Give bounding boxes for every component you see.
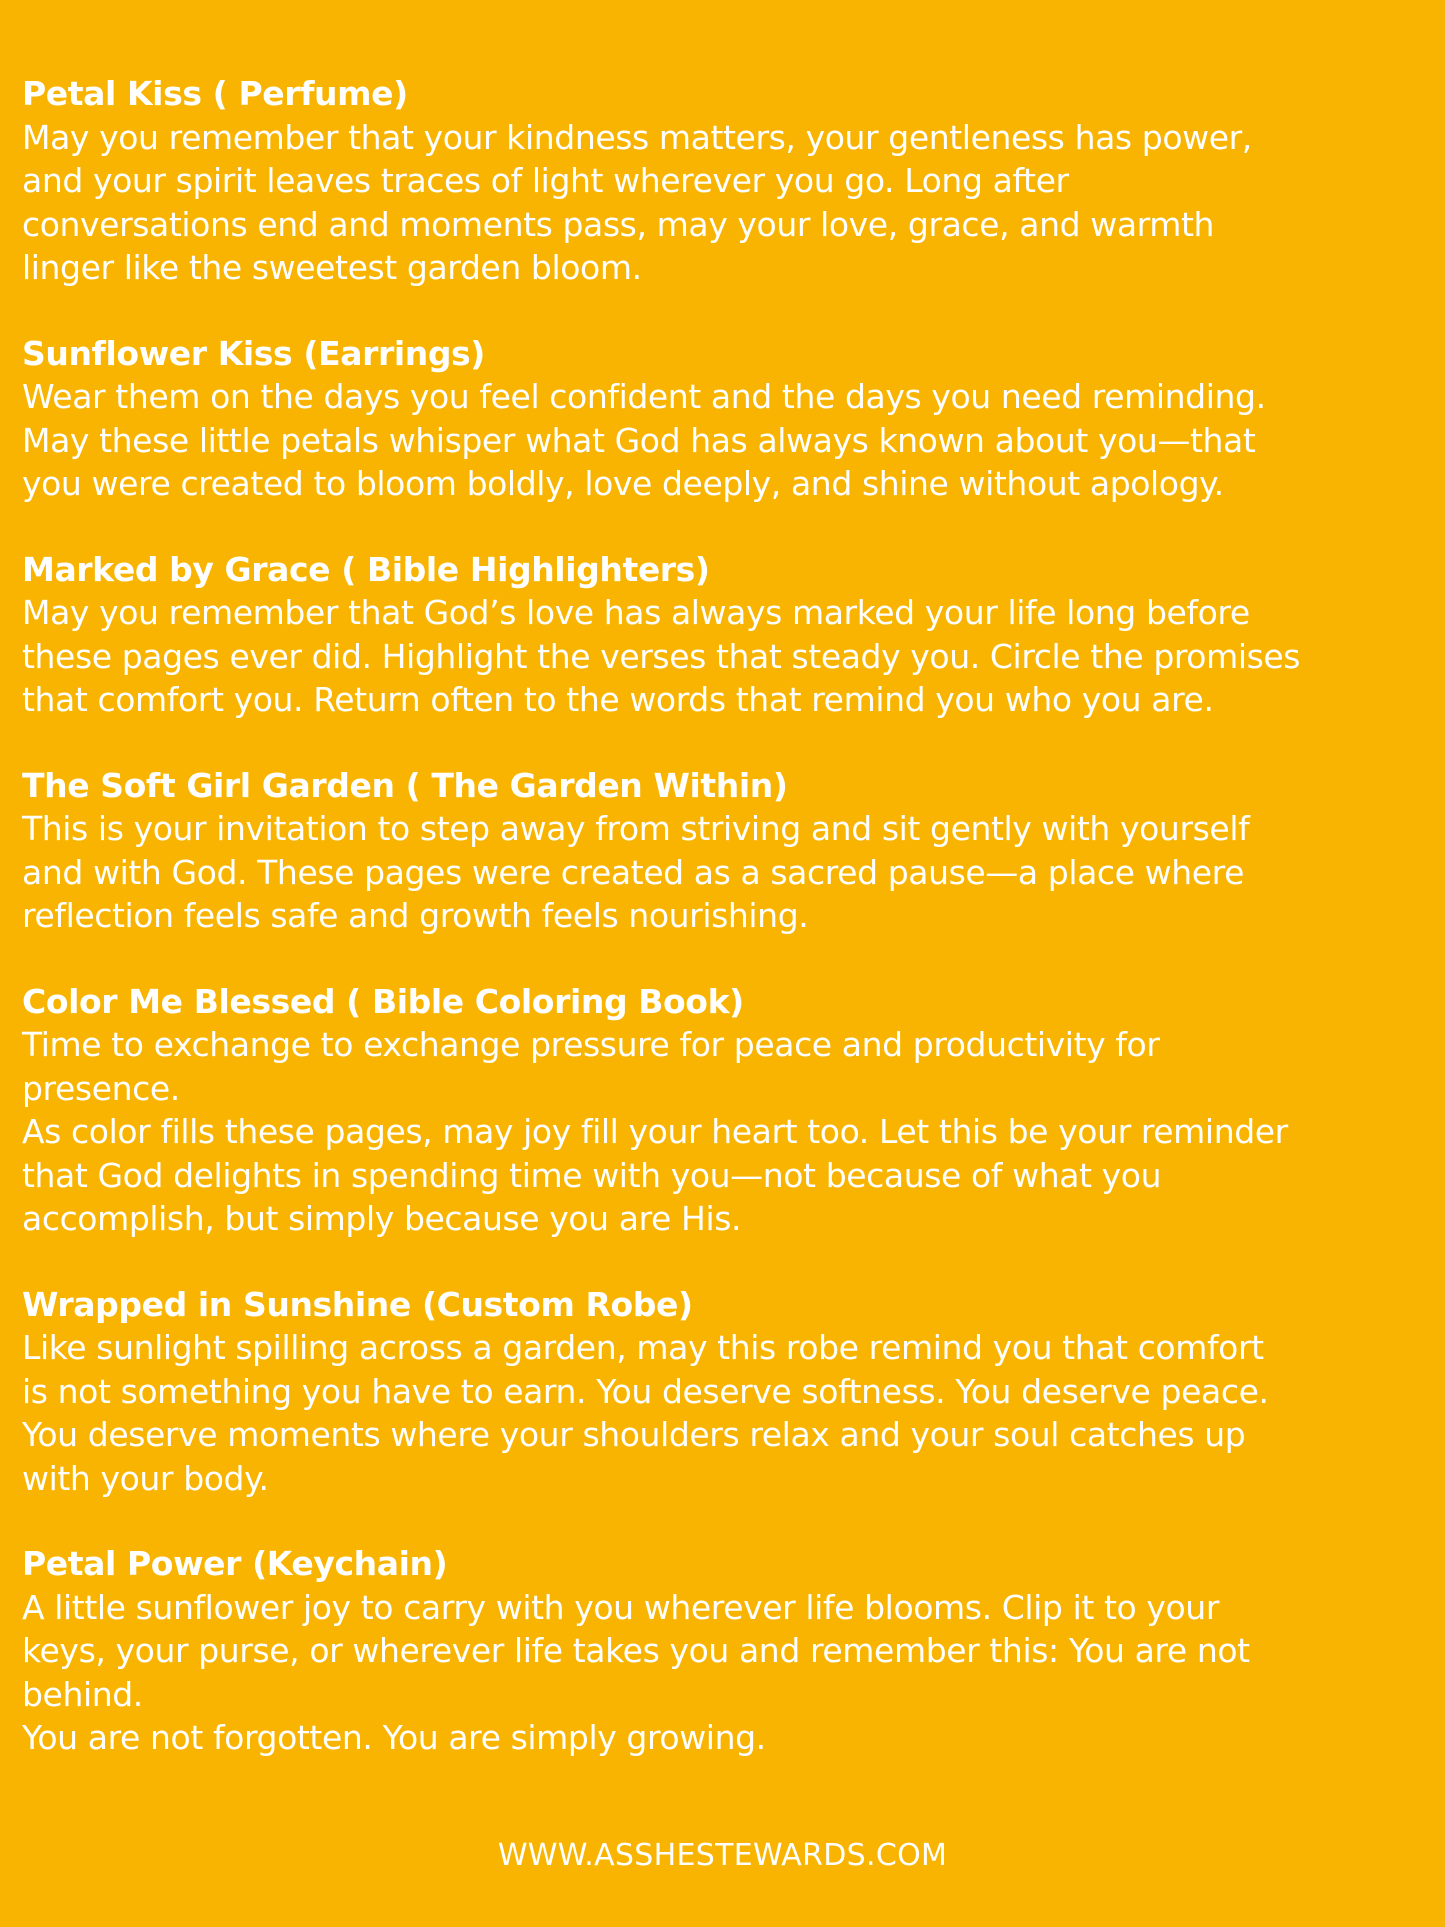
section-heading: Marked by Grace ( Bible Highlighters) bbox=[22, 549, 710, 589]
section-body bbox=[22, 1326, 1445, 1500]
body-line: with your body. bbox=[22, 1458, 269, 1498]
section-body bbox=[22, 591, 1445, 722]
body-line: is not something you have to earn. You deserve softness. You deserve peace. bbox=[22, 1371, 1269, 1411]
section-soft-girl-garden bbox=[22, 764, 1445, 938]
section-sunflower-kiss bbox=[22, 332, 1445, 506]
section-body bbox=[22, 1586, 1445, 1760]
body-line: that God delights in spending time with you—not because of what you bbox=[22, 1155, 1162, 1195]
body-line: and with God. These pages were created as a sacred pause—a place where bbox=[22, 852, 1245, 892]
body-line: conversations end and moments pass, may your love, grace, and warmth bbox=[22, 204, 1215, 244]
section-heading: The Soft Girl Garden ( The Garden Within) bbox=[22, 765, 788, 805]
body-line: Wear them on the days you feel confident and the days you need reminding. bbox=[22, 377, 1266, 416]
body-line: Like sunlight spilling across a garden, may this robe remind you that comfort bbox=[22, 1328, 1264, 1367]
body-line: keys, your purse, or wherever life takes you and remember this: You are not bbox=[22, 1631, 1250, 1670]
body-line: accomplish, but simply because you are His. bbox=[22, 1199, 742, 1238]
section-heading: Sunflower Kiss (Earrings) bbox=[22, 333, 485, 373]
body-line: these pages ever did. Highlight the verses that steady you. Circle the promises bbox=[22, 636, 1301, 676]
section-wrapped-in-sunshine bbox=[22, 1283, 1445, 1501]
section-marked-by-grace bbox=[22, 548, 1445, 722]
body-line: linger like the sweetest garden bloom. bbox=[22, 248, 642, 287]
section-petal-kiss bbox=[22, 72, 1445, 290]
body-line: You deserve moments where your shoulders relax and your soul catches up bbox=[22, 1415, 1246, 1454]
body-line: presence. bbox=[22, 1068, 180, 1108]
website-footer: WWW.ASSHESTEWARDS.COM bbox=[497, 1838, 948, 1873]
body-line: May these little petals whisper what God has always known about you—that bbox=[22, 420, 1256, 460]
body-line: You are not forgotten. You are simply growing. bbox=[22, 1718, 766, 1757]
body-line: that comfort you. Return often to the words that remind you who you are. bbox=[22, 680, 1214, 719]
body-line: As color fills these pages, may joy fill your heart too. Let this be your reminder bbox=[22, 1112, 1288, 1151]
section-heading: Wrapped in Sunshine (Custom Robe) bbox=[22, 1284, 693, 1324]
body-line: A little sunflower joy to carry with you wherever life blooms. Clip it to your bbox=[22, 1587, 1219, 1627]
section-color-me-blessed bbox=[22, 980, 1445, 1241]
section-body bbox=[22, 1023, 1445, 1241]
body-line: reflection feels safe and growth feels nourishing. bbox=[22, 896, 809, 935]
section-body bbox=[22, 116, 1445, 290]
section-body bbox=[22, 375, 1445, 506]
body-line: Time to exchange to exchange pressure for peace and productivity for bbox=[22, 1025, 1160, 1064]
section-heading: Petal Kiss ( Perfume) bbox=[22, 74, 408, 113]
section-body bbox=[22, 807, 1445, 938]
body-line: you were created to bloom boldly, love deeply, and shine without apology. bbox=[22, 464, 1224, 503]
body-line: and your spirit leaves traces of light wherever you go. Long after bbox=[22, 161, 1069, 200]
section-petal-power bbox=[22, 1542, 1445, 1760]
body-line: May you remember that God’s love has always marked your life long before bbox=[22, 593, 1250, 632]
body-line: behind. bbox=[22, 1674, 143, 1714]
section-heading: Petal Power (Keychain) bbox=[22, 1544, 448, 1583]
section-heading: Color Me Blessed ( Bible Coloring Book) bbox=[22, 981, 744, 1021]
body-line: May you remember that your kindness matters, your gentleness has power, bbox=[22, 117, 1252, 157]
body-line: This is your invitation to step away from striving and sit gently with yourself bbox=[22, 809, 1250, 848]
